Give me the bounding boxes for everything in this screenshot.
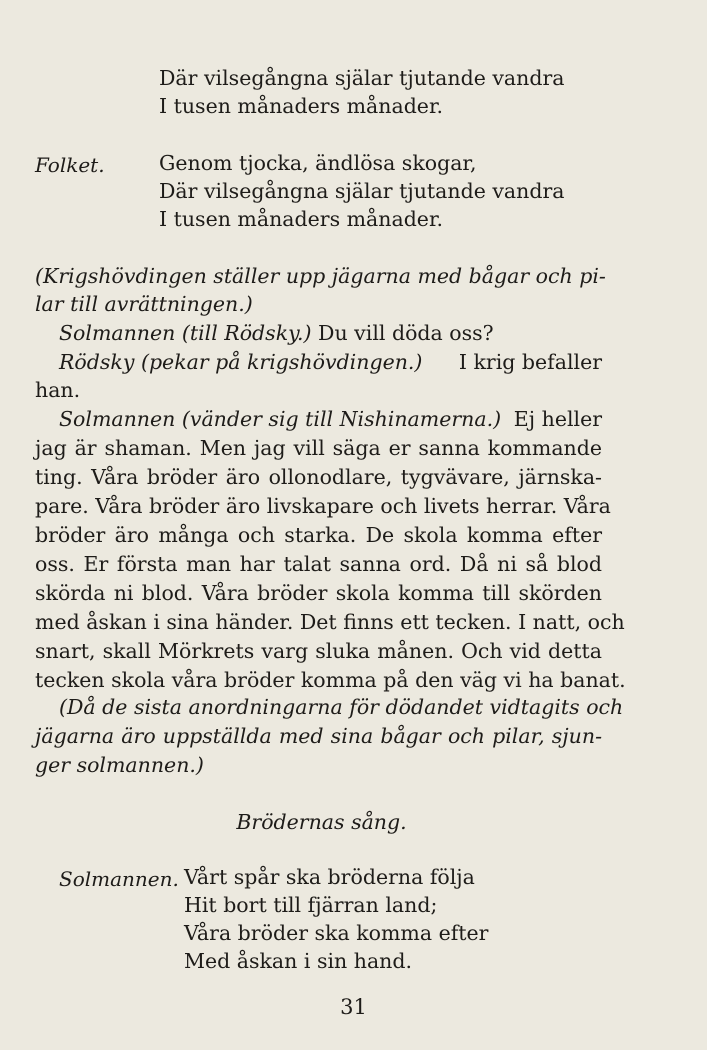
prose-line: ting. Våra bröder äro ollonodlare, tygvävare, järnska- xyxy=(35,465,602,489)
speaker-label: Solmannen (vänder sig till Nishinamerna.) xyxy=(59,407,502,431)
song-line: Våra bröder ska komma efter xyxy=(184,921,489,945)
prose-line: oss. Er första man har talat sanna ord. Då ni så blod xyxy=(35,552,602,576)
page-number: 31 xyxy=(340,995,367,1019)
prose-line: med åskan i sina händer. Det finns ett tecken. I natt, och xyxy=(35,610,625,634)
prose-line: pare. Våra bröder äro livskapare och livets herrar. Våra xyxy=(35,494,611,518)
verse-line: Genom tjocka, ändlösa skogar, xyxy=(159,151,477,175)
song-line: Vårt spår ska bröderna följa xyxy=(184,865,475,889)
song-line: Hit bort till fjärran land; xyxy=(184,893,438,917)
dialogue-text: Ej heller xyxy=(513,407,602,431)
speaker-label: Solmannen (till Rödsky.) xyxy=(59,321,312,345)
verse-line: I tusen månaders månader. xyxy=(159,207,444,231)
dialogue-line xyxy=(59,321,494,345)
verse-line: Där vilsegångna själar tjutande vandra xyxy=(159,66,565,90)
song-title: Brödernas sång. xyxy=(236,810,407,834)
dialogue-text: han. xyxy=(35,378,81,402)
speaker-label: Rödsky (pekar på krigshövdingen.) xyxy=(59,350,423,374)
dialogue-text: I krig befaller xyxy=(458,350,602,374)
prose-line: bröder äro många och starka. De skola komma efter xyxy=(35,523,602,547)
stage-direction: lar till avrättningen.) xyxy=(35,292,253,316)
prose-line: snart, skall Mörkrets varg sluka månen. Och vid detta xyxy=(35,639,602,663)
verse-line: Där vilsegångna själar tjutande vandra xyxy=(159,179,565,203)
speaker-label: Folket. xyxy=(35,153,105,177)
song-line: Med åskan i sin hand. xyxy=(184,949,413,973)
stage-direction: (Då de sista anordningarna för dödandet vidtagits och xyxy=(59,695,624,719)
dialogue-line xyxy=(59,350,602,374)
verse-line: I tusen månaders månader. xyxy=(159,94,444,118)
prose-line: jag är shaman. Men jag vill säga er sanna kommande xyxy=(35,436,602,460)
dialogue-line xyxy=(59,407,602,431)
prose-line: skörda ni blod. Våra bröder skola komma till skörden xyxy=(35,581,602,605)
dialogue-text: Du vill döda oss? xyxy=(318,321,494,345)
speaker-label: Solmannen. xyxy=(59,867,179,891)
prose-line: tecken skola våra bröder komma på den väg vi ha banat. xyxy=(35,668,626,692)
stage-direction: (Krigshövdingen ställer upp jägarna med bågar och pi- xyxy=(35,264,606,288)
stage-direction: ger solmannen.) xyxy=(35,753,204,777)
stage-direction: jägarna äro uppställda med sina bågar och pilar, sjun- xyxy=(35,724,602,748)
